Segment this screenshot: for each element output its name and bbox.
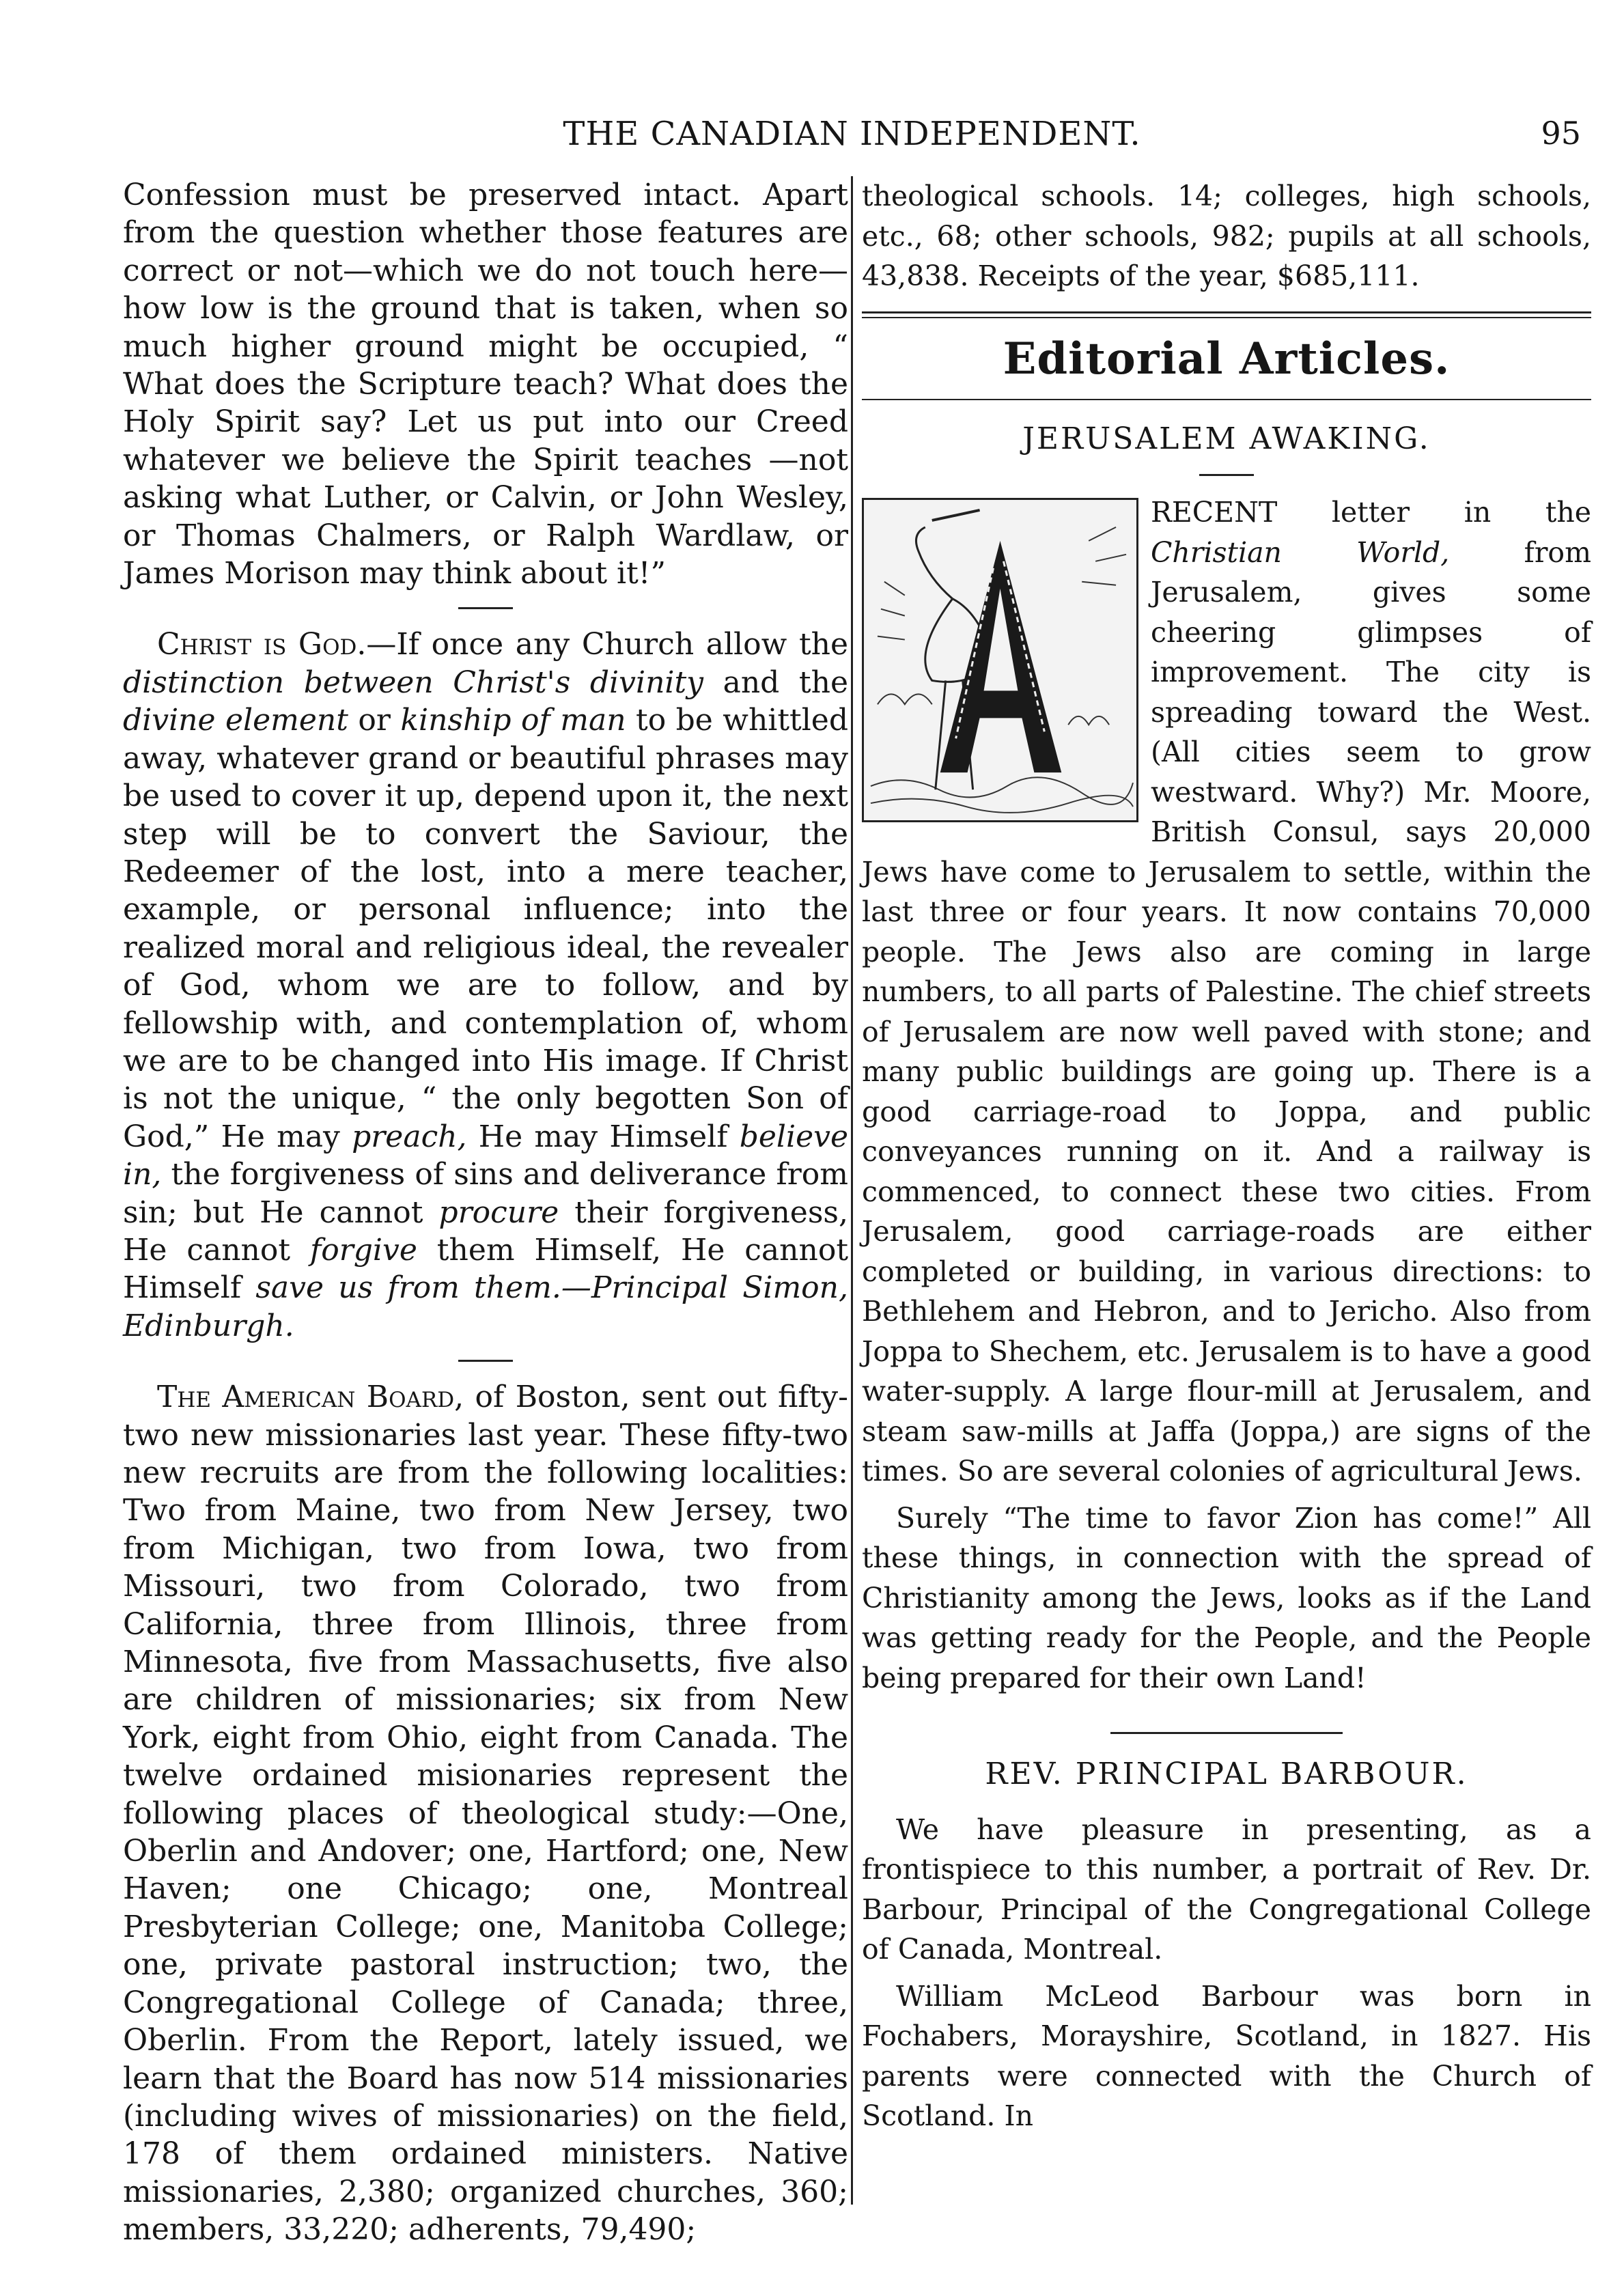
text-run: from Jerusalem, gives some cheering glimpses of improvement. The city is spreading toward the West. (All cities seem to grow westward. Why?) Mr. Moore, British Consul, says 20,000 Jews have come to Jerusalem to settle, within the last three or four years. It now contains 70,000 people. The Jews also are coming in large numbers, to all parts of Palestine. The chief streets of Jerusalem are now well paved with stone; and many public buildings are going up. There is a good carriage-road to Joppa, and public conveyances running on it. And a railway is commenced, to connect these two cities. From Jerusalem, good carriage-roads are either completed or building, in various directions: to Bethlehem and Hebron, and to Jericho. Also from Joppa to Shechem, etc. Jerusalem is to have a good water-supply. A large flour-mill at Jerusalem, and steam saw-mills at Jaffa (Joppa,) are signs of the times. So are several colonies of agricultural Jews.: [862, 535, 1591, 1487]
italic-run: distinction between Christ's divinity: [123, 665, 704, 700]
double-rule: [862, 311, 1591, 318]
text-run: of Boston, sent out fifty-two new missionaries last year. These fifty-two new recruits are from the following localities: Two from Maine, two from New Jersey, two from Michigan, two from Iowa, two from Missouri, two from Colorado, two from California, three from Illinois, three from Minnesota, five from Massachusetts, five also are children of missionaries; six from New York, eight from Ohio, eight from Canada. The twelve ordained misionaries represent the following places of theological study:—One, Oberlin and Andover; one, Hartford; one, New Haven; one Chicago; one, Montreal Presbyterian College; one, Manitoba College; one, private pastoral instruction; two, the Congregational College of Canada; three, Oberlin. From the Report, lately issued, we learn that the Board has now 514 missionaries (including wives of missionaries) on the field, 178 of them ordained ministers. Native missionaries, 2,380; organized churches, 360; members, 33,220; adherents, 79,490;: [123, 1380, 849, 2248]
page-number: 95: [1541, 115, 1581, 152]
text-run: to be whittled away, whatever grand or beautiful phrases may be used to cover it up, depend upon it, the next step will be to convert the Saviour, the Redeemer of the lost, into a mere teacher, example, or personal influence; into the realized moral and religious ideal, the revealer of God, whom we are to follow, and by fellowship with, and contemplation of, whom we are to be changed into His image. If Christ is not the unique, “ the only begotten Son of God,” He may: [123, 703, 848, 1154]
heading-rule: [862, 399, 1591, 400]
text-run: and the: [703, 665, 848, 700]
text-run: the forgiveness of sins and deliverance from sin; but He cannot: [123, 1157, 848, 1230]
continued-paragraph: theological schools. 14; colleges, high schools, etc., 68; other schools, 982; pupils at all schools, 43,838. Receipts of the year, $685,111.: [862, 180, 1591, 292]
separator-rule: [458, 607, 513, 609]
american-board-paragraph: [123, 1378, 848, 2248]
text-run: He may Himself: [466, 1119, 740, 1154]
text-run: —If once any Church allow the: [366, 627, 849, 662]
text-run: their forgiveness, He cannot: [123, 1194, 848, 1268]
right-column: [862, 176, 1591, 2136]
italic-run: kinship of man: [400, 703, 626, 738]
barbour-paragraph-2: William McLeod Barbour was born in Fochabers, Morayshire, Scotland, in 1827. His parents were connected with the Church of Scotland. In: [862, 1979, 1591, 2132]
running-title: THE CANADIAN INDEPENDENT.: [563, 115, 1141, 153]
italic-run: preach,: [352, 1119, 467, 1154]
section-heading: Editorial Articles.: [1003, 333, 1451, 385]
italic-run: Christian World,: [1151, 535, 1450, 569]
text-run: or: [348, 703, 401, 738]
article-title-jerusalem: JERUSALEM AWAKING.: [1022, 421, 1431, 456]
christ-is-god-paragraph: [123, 626, 848, 1345]
article-title-barbour: REV. PRINCIPAL BARBOUR.: [985, 1757, 1468, 1791]
paragraph-lead: The American Board,: [157, 1380, 464, 1415]
separator-rule: [458, 1360, 513, 1362]
text-run: RECENT letter in the: [1151, 496, 1591, 529]
column-divider: [851, 176, 853, 2205]
page-header: [123, 115, 1581, 163]
attribution: save us from them.—Principal Simon, Edinburgh.: [123, 1270, 849, 1343]
left-column: [123, 176, 848, 2249]
jerusalem-article: [862, 492, 1591, 1698]
confession-paragraph: Confession must be preserved intact. Apart from the question whether those features are correct or not—which we do not touch here—how low is the ground that is taken, when so much higher ground might be occupied, “ What does the Scripture teach? What does the Holy Spirit say? Let us put into our Creed whatever we believe the Spirit teaches —not asking what Luther, or Calvin, or John Wesley, or Thomas Chalmers, or Ralph Wardlaw, or James Morison may think about it!”: [123, 178, 848, 591]
italic-run: divine element: [123, 703, 348, 738]
separator-rule: [1199, 474, 1254, 476]
illustrated-dropcap: [862, 498, 1138, 822]
barbour-paragraph-1: We have pleasure in presenting, as a frontispiece to this number, a portrait of Rev. Dr. Barbour, Principal of the Congregational College of Canada, Montreal.: [862, 1813, 1591, 1966]
italic-run: forgive: [309, 1232, 417, 1268]
heron-illustration-icon: [864, 500, 1136, 820]
italic-run: believe in,: [123, 1119, 849, 1192]
italic-run: procure: [438, 1194, 559, 1230]
jerusalem-paragraph-2: Surely “The time to favor Zion has come!” All these things, in connection with the spread of Christianity among the Jews, looks as if the Land was getting ready for the People, and the People being prepared for their own Land!: [862, 1501, 1591, 1694]
text-run: them Himself, He cannot Himself: [123, 1232, 849, 1306]
paragraph-lead: Christ is God.: [157, 627, 367, 662]
separator-rule: [1110, 1732, 1343, 1734]
